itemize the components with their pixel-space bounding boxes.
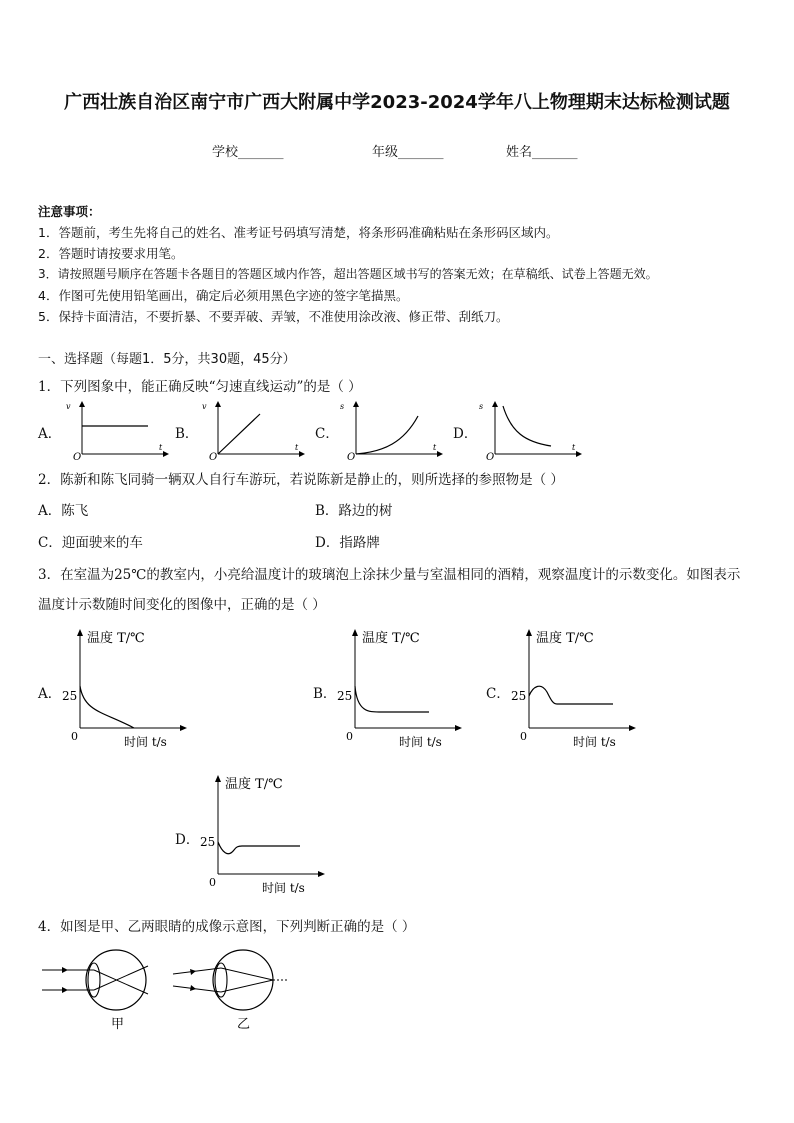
axis-label: 温度 T/℃ <box>87 631 145 646</box>
notes-heading: 注意事项： <box>38 204 101 219</box>
axis-label: t <box>433 443 437 452</box>
eye-label-jia: 甲 <box>111 1017 125 1032</box>
axis-label: t <box>295 443 299 452</box>
school-field[interactable]: 学校_______ <box>212 145 284 160</box>
tick-label: 25 <box>337 689 353 703</box>
axis-label: t <box>159 443 163 452</box>
note-item: 4．作图可先使用铅笔画出，确定后必须用黑色字迹的签字笔描黑。 <box>38 288 409 303</box>
grade-field[interactable]: 年级_______ <box>372 145 444 160</box>
origin-label: O <box>347 452 356 462</box>
axis-label: s <box>340 402 345 411</box>
eye-label-yi: 乙 <box>237 1017 251 1032</box>
note-item: 2．答题时请按要求用笔。 <box>38 246 184 261</box>
page-title: 广西壮族自治区南宁市广西大附属中学2023-2024学年八上物理期末达标检测试题 <box>64 92 730 113</box>
tick-label: 25 <box>200 835 216 849</box>
q1-graph-d <box>473 398 585 462</box>
axis-label: 温度 T/℃ <box>225 777 283 792</box>
q3-option-a-label[interactable]: A． <box>38 686 62 702</box>
axis-label: 时间 t/s <box>573 735 616 749</box>
origin-label: O <box>486 452 495 462</box>
axis-label: 时间 t/s <box>262 881 305 895</box>
axis-label: v <box>202 402 207 411</box>
origin-label: O <box>209 452 218 462</box>
axis-label: t <box>572 443 576 452</box>
q3-option-b-label[interactable]: B． <box>313 686 337 702</box>
tick-label: 25 <box>511 689 527 703</box>
q1-graph-b <box>196 398 308 462</box>
q1-option-a-label[interactable]: A． <box>38 426 62 442</box>
note-item: 5．保持卡面清洁，不要折暴、不要弄破、弄皱，不准使用涂改液、修正带、刮纸刀。 <box>38 309 509 324</box>
question-4: 4．如图是甲、乙两眼睛的成像示意图，下列判断正确的是（ ） <box>38 919 416 935</box>
axis-label: 时间 t/s <box>399 735 442 749</box>
origin-label: O <box>73 452 82 462</box>
q1-option-d-label[interactable]: D． <box>453 426 478 442</box>
origin-label: 0 <box>520 730 527 743</box>
q4-eye-diagrams <box>38 944 298 1034</box>
axis-label: 温度 T/℃ <box>362 631 420 646</box>
question-2: 2．陈新和陈飞同骑一辆双人自行车游玩，若说陈新是静止的，则所选择的参照物是（ ） <box>38 472 564 488</box>
axis-label: s <box>479 402 484 411</box>
name-field[interactable]: 姓名_______ <box>506 145 578 160</box>
q1-option-c-label[interactable]: C． <box>315 426 339 442</box>
axis-label: 时间 t/s <box>124 735 167 749</box>
eye-yi <box>173 950 288 1010</box>
origin-label: 0 <box>71 730 78 743</box>
q2-option-b[interactable]: B．路边的树 <box>315 503 393 519</box>
q3-graph-c <box>509 624 649 752</box>
q3-option-c-label[interactable]: C． <box>486 686 510 702</box>
origin-label: 0 <box>209 876 216 889</box>
section-heading: 一、选择题（每题1．5分，共30题，45分） <box>38 352 296 367</box>
origin-label: 0 <box>346 730 353 743</box>
q3-graph-a <box>60 624 200 752</box>
note-item: 1．答题前，考生先将自己的姓名、准考证号码填写清楚，将条形码准确粘贴在条形码区域内。 <box>38 225 559 240</box>
q2-option-c[interactable]: C．迎面驶来的车 <box>38 535 143 551</box>
question-3-line-2: 温度计示数随时间变化的图像中，正确的是（ ） <box>38 597 326 613</box>
q2-option-a[interactable]: A．陈飞 <box>38 503 89 519</box>
axis-label: v <box>66 402 71 411</box>
note-item: 3．请按照题号顺序在答题卡各题目的答题区域内作答，超出答题区域书写的答案无效；在草稿纸、试卷上答题无效。 <box>38 267 658 281</box>
tick-label: 25 <box>62 689 78 703</box>
q1-option-b-label[interactable]: B． <box>175 426 199 442</box>
question-1: 1．下列图象中，能正确反映“匀速直线运动”的是（ ） <box>38 379 362 395</box>
q2-option-d[interactable]: D．指路牌 <box>315 535 380 551</box>
q3-graph-d <box>198 770 338 898</box>
q3-graph-b <box>335 624 475 752</box>
q1-graph-c <box>334 398 446 462</box>
axis-label: 温度 T/℃ <box>536 631 594 646</box>
question-3-line-1: 3．在室温为25℃的教室内，小亮给温度计的玻璃泡上涂抹少量与室温相同的酒精，观察温度计的示数变化。如图表示 <box>38 567 741 583</box>
eye-jia <box>42 950 148 1010</box>
q3-option-d-label[interactable]: D． <box>175 832 200 848</box>
q1-graph-a <box>60 398 172 462</box>
